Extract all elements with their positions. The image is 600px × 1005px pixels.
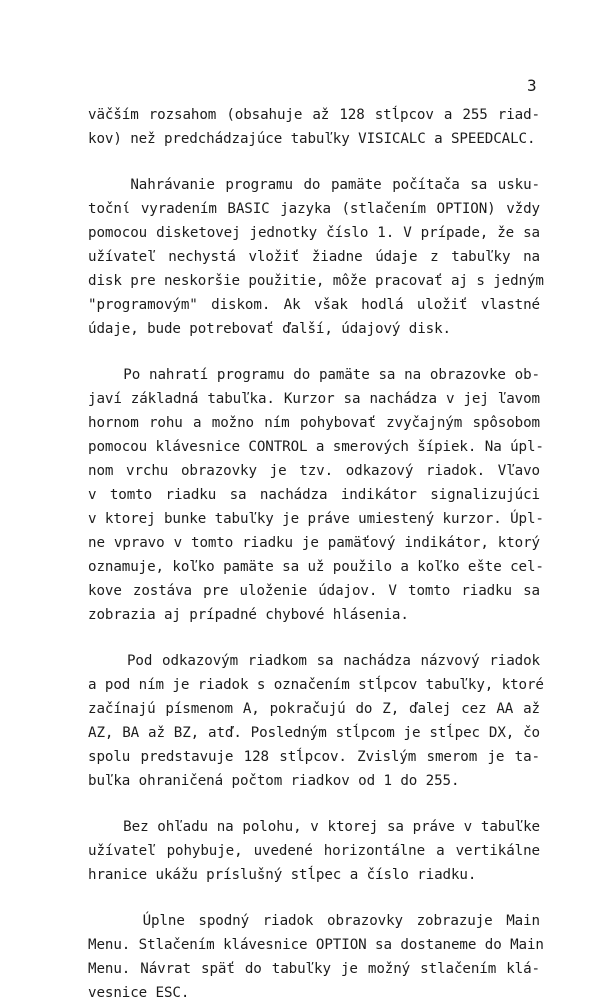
text-line: Menu. Stlačením klávesnice OPTION sa dostaneme do Main <box>88 937 544 953</box>
text-line: zobrazia aj prípadné chybové hlásenia. <box>88 607 409 623</box>
paragraph <box>88 103 540 151</box>
text-line: pomocou klávesnice CONTROL a smerových šípiek. Na úpl- <box>88 439 544 455</box>
text-line: nom vrchu obrazovky je tzv. odkazový riadok. Vľavo <box>88 463 540 479</box>
text-line: väčším rozsahom (obsahuje až 128 stĺpcov a 255 riad- <box>88 107 540 123</box>
text-line: pomocou disketovej jednotky číslo 1. V prípade, že sa <box>88 225 540 241</box>
paragraph <box>88 909 544 1005</box>
text-line: disk pre neskoršie použitie, môže pracovať aj s jedným <box>88 273 544 289</box>
text-line: AZ, BA až BZ, atď. Posledným stĺpcom je stĺpec DX, čo <box>88 725 540 741</box>
text-line: spolu predstavuje 128 stĺpcov. Zvislým smerom je ta- <box>88 749 540 765</box>
text-line: v tomto riadku sa nachádza indikátor signalizujúci <box>88 487 540 503</box>
text-line: vesnice ESC. <box>88 985 190 1001</box>
paragraph <box>88 649 544 793</box>
text-line: a pod ním je riadok s označením stĺpcov tabuľky, ktoré <box>88 677 544 693</box>
text-line: Menu. Návrat späť do tabuľky je možný stlačením klá- <box>88 961 540 977</box>
paragraph <box>88 173 544 341</box>
document-body <box>88 103 544 1005</box>
text-line: hranice ukážu príslušný stĺpec a číslo riadku. <box>88 867 477 883</box>
page-number: 3 <box>527 76 537 95</box>
paragraph <box>88 815 540 887</box>
text-line: kove zostáva pre uloženie údajov. V tomto riadku sa <box>88 583 540 599</box>
text-line: začínajú písmenom A, pokračujú do Z, ďalej cez AA až <box>88 701 540 717</box>
text-line: buľka ohraničená počtom riadkov od 1 do 255. <box>88 773 460 789</box>
text-line: Bez ohľadu na polohu, v ktorej sa práve v tabuľke <box>88 819 540 835</box>
text-line: v ktorej bunke tabuľky je práve umiestený kurzor. Úpl- <box>88 511 544 527</box>
text-line: Po nahratí programu do pamäte sa na obrazovke ob- <box>88 367 540 383</box>
text-line: Pod odkazovým riadkom sa nachádza názvový riadok <box>88 653 540 669</box>
text-line: Úplne spodný riadok obrazovky zobrazuje Main <box>88 913 540 929</box>
text-line: javí základná tabuľka. Kurzor sa nachádza v jej ľavom <box>88 391 540 407</box>
text-line: Nahrávanie programu do pamäte počítača sa usku- <box>88 177 540 193</box>
text-line: údaje, bude potrebovať ďalší, údajový disk. <box>88 321 451 337</box>
text-line: točnί vyradením BASIC jazyka (stlačením OPTION) vždy <box>88 201 540 217</box>
text-line: oznamuje, koľko pamäte sa už použilo a koľko ešte cel- <box>88 559 544 575</box>
paragraph <box>88 363 544 627</box>
text-line: "programovým" diskom. Ak však hodlá uložiť vlastné <box>88 297 540 313</box>
text-line: užívateľ nechystá vložiť žiadne údaje z tabuľky na <box>88 249 540 265</box>
text-line: kov) než predchádzajúce tabuľky VISICALC a SPEEDCALC. <box>88 131 536 147</box>
text-line: hornom rohu a možno ním pohybovať zvyčajným spôsobom <box>88 415 540 431</box>
text-line: užívateľ pohybuje, uvedené horizontálne a vertikálne <box>88 843 540 859</box>
text-line: ne vpravo v tomto riadku je pamäťový indikátor, ktorý <box>88 535 540 551</box>
